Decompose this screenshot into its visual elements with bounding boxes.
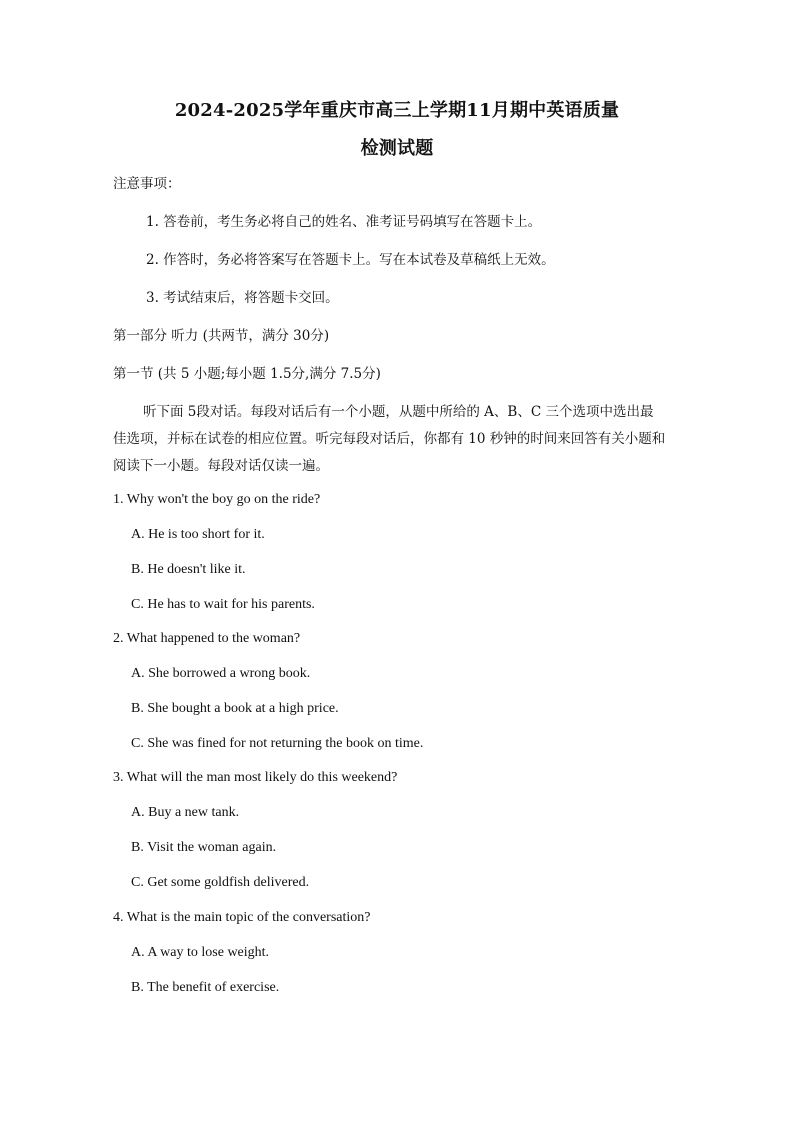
instruction-line-1: 听下面 5段对话。每段对话后有一个小题，从题中所给的 A、B、C 三个选项中选出最 [143, 404, 654, 420]
question-2-option-b: B. She bought a book at a high price. [131, 701, 339, 716]
instruction-line-2: 佳选项，并标在试卷的相应位置。听完每段对话后，你都有 10 秒钟的时间来回答有关小题和 [113, 431, 666, 447]
question-1: 1. Why won't the boy go on the ride? [113, 492, 321, 507]
part1-heading: 第一部分 听力 (共两节，满分 30分) [113, 328, 330, 344]
question-4-option-a: A. A way to lose weight. [131, 945, 270, 960]
question-3-option-b: B. Visit the woman again. [131, 840, 277, 855]
section1-heading: 第一节 (共 5 小题;每小题 1.5分,满分 7.5分) [113, 366, 381, 382]
question-4: 4. What is the main topic of the conversation? [113, 910, 371, 925]
question-2: 2. What happened to the woman? [113, 631, 301, 646]
instruction-line-3: 阅读下一小题。每段对话仅读一遍。 [113, 458, 329, 474]
question-3-option-c: C. Get some goldfish delivered. [131, 875, 310, 890]
question-4-option-b: B. The benefit of exercise. [131, 980, 280, 995]
question-2-option-c: C. She was fined for not returning the book on time. [131, 736, 424, 751]
document-title-line2: 检测试题 [360, 138, 434, 159]
question-3-option-a: A. Buy a new tank. [131, 805, 240, 820]
document-title-line1: 2024-2025学年重庆市高三上学期11月期中英语质量 [174, 100, 620, 121]
question-1-option-b: B. He doesn't like it. [131, 562, 246, 577]
question-3: 3. What will the man most likely do this weekend? [113, 770, 398, 785]
notice-item-1: 1. 答卷前，考生务必将自己的姓名、准考证号码填写在答题卡上。 [146, 214, 542, 230]
question-1-option-c: C. He has to wait for his parents. [131, 597, 315, 612]
notice-item-2: 2. 作答时，务必将答案写在答题卡上。写在本试卷及草稿纸上无效。 [146, 252, 555, 268]
notice-heading: 注意事项： [113, 176, 181, 192]
question-2-option-a: A. She borrowed a wrong book. [131, 666, 311, 681]
question-1-option-a: A. He is too short for it. [131, 527, 265, 542]
notice-item-3: 3. 考试结束后，将答题卡交回。 [146, 290, 339, 306]
